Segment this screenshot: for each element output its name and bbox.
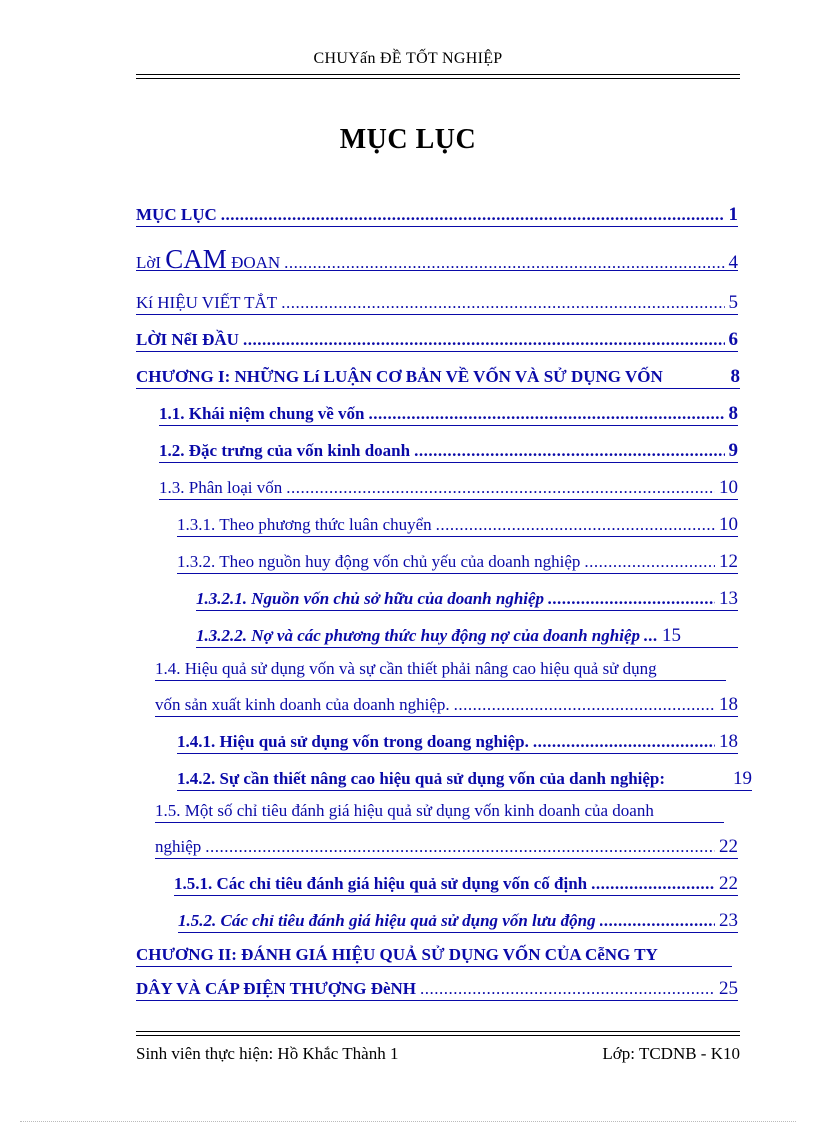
toc-entry-1-1[interactable] — [159, 403, 738, 426]
toc-leader — [243, 329, 725, 351]
toc-entry-text: 1.2. Đặc trưng của vốn kinh doanh — [159, 441, 411, 460]
toc-leader — [286, 477, 715, 499]
toc-entry-1-4-1[interactable] — [177, 731, 738, 754]
toc-leader — [548, 588, 715, 610]
toc-entry-text: Kí HIỆU VIẾT TẮT — [136, 293, 278, 312]
toc-entry-text: CHƯƠNG II: ĐÁNH GIÁ HIỆU QUẢ SỬ DỤNG VỐN CỦA CễNG TY — [136, 945, 658, 964]
toc-entry-ki-hieu[interactable] — [136, 292, 738, 315]
page-bottom-border — [20, 1121, 796, 1122]
toc-entry-1-4-2[interactable] — [177, 768, 752, 791]
toc-entry-1-4-line2[interactable] — [155, 694, 738, 717]
toc-page-number: 10 — [719, 514, 738, 535]
toc-entry-text: 1.3.1. Theo phương thức luân chuyển — [177, 515, 432, 534]
toc-leader — [584, 551, 715, 573]
toc-page-number: 9 — [728, 440, 738, 461]
footer-student: Sinh viên thực hiện: Hồ Khắc Thành 1 — [136, 1044, 399, 1063]
toc-entry-text: 1.3.2.2. Nợ và các phương thức huy động nợ của doanh nghiệp — [196, 626, 640, 645]
toc-entry-text: 1.3.2.1. Nguồn vốn chủ sở hữu của doanh nghiệp — [196, 589, 545, 608]
toc-entry-text: MỤC LỤC — [136, 205, 217, 224]
toc-leader — [284, 252, 724, 271]
toc-entry-chuong-1[interactable] — [136, 366, 740, 389]
toc-leader — [644, 625, 658, 647]
toc-entry-loi-noi-dau[interactable] — [136, 329, 738, 352]
toc-entry-text: 1.5.1. Các chỉ tiêu đánh giá hiệu quả sử dụng vốn cố định — [174, 874, 588, 893]
toc-page-number: 10 — [719, 477, 738, 498]
toc-entry-text — [136, 248, 280, 271]
toc-entry-1-5-2[interactable] — [178, 910, 738, 933]
toc-page-number: 13 — [719, 588, 738, 609]
toc-text-suffix: ĐOAN — [226, 253, 281, 271]
toc-page-number: 12 — [719, 551, 738, 572]
toc-entry-text: 1.4.1. Hiệu quả sử dụng vốn trong doang nghiệp. — [177, 732, 529, 751]
toc-entry-text: 1.4. Hiệu quả sử dụng vốn và sự cần thiết phải nâng cao hiệu quả sử dụng — [155, 659, 657, 678]
toc-entry-text: 1.3.2. Theo nguồn huy động vốn chủ yếu của doanh nghiệp — [177, 552, 581, 571]
toc-page-number: 18 — [719, 694, 738, 715]
toc-entry-1-3-2-1[interactable] — [196, 588, 738, 611]
toc-entry-1-5-line2[interactable] — [155, 836, 738, 859]
toc-entry-muc-luc[interactable] — [136, 204, 738, 227]
header-title: CHUYấn ĐỀ TỐT NGHIỆP — [313, 50, 503, 67]
toc-leader — [221, 204, 725, 226]
toc-entry-text: LỜI NểI ĐẦU — [136, 330, 239, 349]
toc-entry-loi-cam-doan[interactable] — [136, 248, 738, 271]
toc-entry-1-3[interactable] — [159, 477, 738, 500]
toc-entry-chuong-2-line1[interactable] — [136, 944, 732, 967]
toc-entry-text: DÂY VÀ CÁP ĐIỆN THƯỢNG ĐèNH — [136, 979, 417, 998]
toc-leader — [591, 873, 715, 895]
toc-page-number: 19 — [733, 768, 752, 789]
page-footer — [136, 1044, 740, 1064]
toc-page-number: 15 — [661, 625, 681, 646]
toc-entry-1-3-2[interactable] — [177, 551, 738, 574]
toc-entry-text: nghiệp — [155, 837, 202, 856]
toc-entry-1-4-line1[interactable] — [155, 658, 726, 681]
toc-page-number: 8 — [730, 366, 740, 387]
toc-entry-chuong-2-line2[interactable] — [136, 978, 738, 1001]
toc-page-number: 23 — [719, 910, 738, 931]
toc-leader — [600, 910, 715, 932]
toc-entry-1-2[interactable] — [159, 440, 738, 463]
toc-page-number: 22 — [719, 836, 738, 857]
toc-entry-1-3-2-2[interactable] — [196, 625, 738, 648]
toc-entry-text: vốn sản xuất kinh doanh của doanh nghiệp. — [155, 695, 450, 714]
toc-leader — [368, 403, 724, 425]
toc-entry-text: 1.4.2. Sự cần thiết nâng cao hiệu quả sử dụng vốn của danh nghiệp: — [177, 769, 666, 788]
toc-page-number: 4 — [728, 252, 738, 271]
toc-page-number: 1 — [728, 204, 738, 225]
toc-page-number: 22 — [719, 873, 738, 894]
document-title: MỤC LỤC — [339, 124, 477, 155]
toc-leader — [454, 694, 715, 716]
toc-entry-text: 1.3. Phân loại vốn — [159, 478, 283, 497]
footer-rule — [136, 1031, 740, 1032]
toc-page-number: 5 — [728, 292, 738, 313]
toc-page-number: 25 — [719, 978, 738, 999]
toc-page-number: 6 — [728, 329, 738, 350]
toc-text-large: CAM — [165, 248, 227, 271]
header-rule-double — [136, 78, 740, 79]
toc-leader — [436, 514, 715, 536]
toc-leader — [420, 978, 715, 1000]
toc-page-number: 8 — [728, 403, 738, 424]
toc-entry-text: 1.5.2. Các chỉ tiêu đánh giá hiệu quả sử dụng vốn lưu động — [178, 911, 596, 930]
header-rule — [136, 74, 740, 75]
toc-entry-1-5-line1[interactable] — [155, 800, 724, 823]
toc-leader — [533, 731, 715, 753]
toc-leader — [205, 836, 715, 858]
toc-leader — [414, 440, 724, 462]
toc-leader — [281, 292, 724, 314]
toc-text-prefix: LờI — [136, 253, 166, 271]
toc-entry-text: 1.1. Khái niệm chung về vốn — [159, 404, 365, 423]
toc-entry-text: CHƯƠNG I: NHỮNG Lí LUẬN CƠ BẢN VỀ VỐN VÀ SỬ DỤNG VỐN — [136, 367, 663, 386]
toc-entry-text: 1.5. Một số chỉ tiêu đánh giá hiệu quả sử dụng vốn kinh doanh của doanh — [155, 801, 654, 820]
footer-class: Lớp: TCDNB - K10 — [602, 1044, 740, 1063]
toc-entry-1-5-1[interactable] — [174, 873, 738, 896]
footer-rule-double — [136, 1035, 740, 1036]
toc-entry-1-3-1[interactable] — [177, 514, 738, 537]
toc-page-number: 18 — [719, 731, 738, 752]
